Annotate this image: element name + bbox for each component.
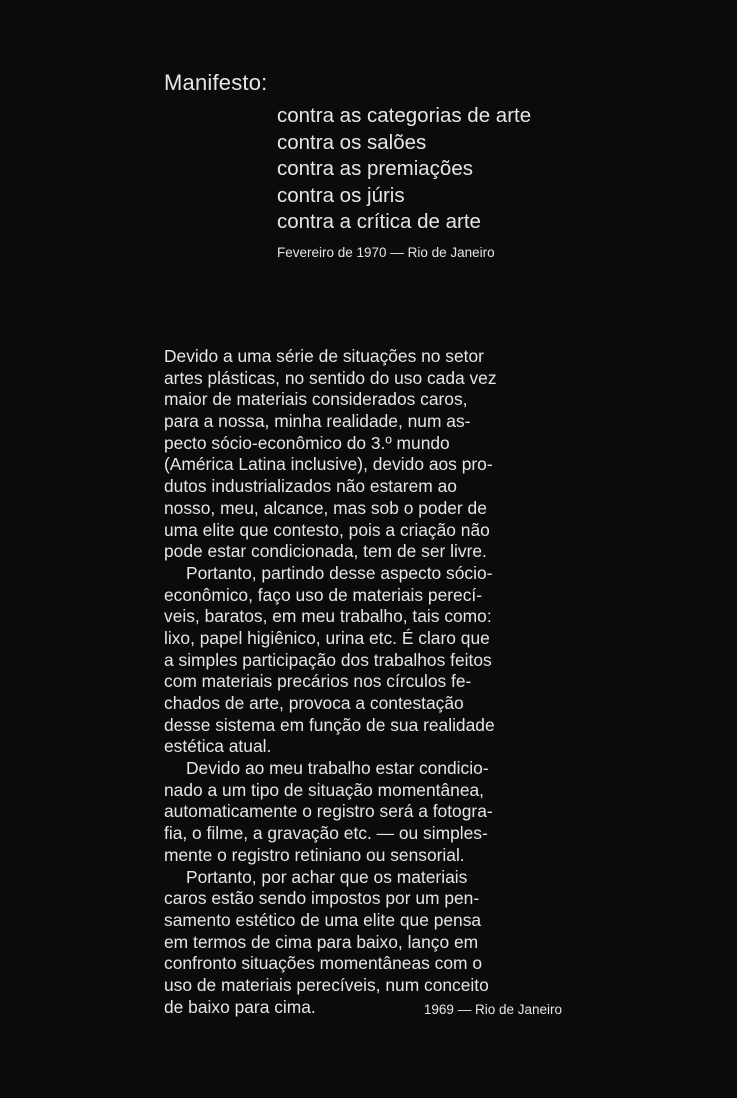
against-item: contra os salões [277,130,427,154]
text-line: veis, baratos, em meu trabalho, tais como: [164,606,492,627]
text-line: uma elite que contesto, pois a criação não [164,519,490,540]
text-line: Portanto, partindo desse aspecto sócio- [186,562,493,583]
text-line: desse sistema em função de sua realidade [164,714,495,735]
text-line: nado a um tipo de situação momentânea, [164,779,485,800]
body-text [164,346,562,1018]
against-item: contra os júris [277,183,405,207]
text-line: mente o registro retiniano ou sensorial. [164,844,465,865]
against-item: contra as premiações [277,157,473,180]
text-line: maior de materiais considerados caros, [164,389,468,410]
against-item: contra as categorias de arte [277,104,532,127]
text-line: de baixo para cima. 1969 — Rio de Janeiro [164,996,562,1017]
text-line: nosso, meu, alcance, mas sob o poder de [164,497,487,518]
signature-date: 1969 — Rio de Janeiro [423,1001,562,1017]
text-line: estética atual. [164,736,272,757]
text-line: Devido a uma série de situações no setor [164,346,484,366]
text-line: chados de arte, provoca a contestação [164,693,464,713]
text-line: artes plásticas, no sentido do uso cada vez [164,367,497,388]
text-line: Portanto, por achar que os materiais [186,866,468,887]
text-line: lixo, papel higiênico, urina etc. É claro que [164,627,490,648]
text-line: samento estético de uma elite que pensa [164,909,482,930]
text-line: dutos industrializados não estarem ao [164,476,457,497]
text-line: fia, o filme, a gravação etc. — ou simples- [164,823,488,844]
text-line: em termos de cima para baixo, lanço em [164,931,479,952]
against-list [277,103,531,236]
text-line: caros estão sendo impostos por um pen- [164,888,480,909]
text-line: uso de materiais perecíveis, num conceito [164,974,489,995]
text-line: para a nossa, minha realidade, num as- [164,411,471,432]
text-line: pode estar condicionada, tem de ser livre. [164,541,487,562]
manifesto-title: Manifesto: [164,70,268,95]
text-line: pecto sócio-econômico do 3.º mundo [164,432,450,453]
manifesto-date-line: Fevereiro de 1970 — Rio de Janeiro [277,245,495,260]
against-item: contra a crítica de arte [277,210,481,233]
text-line: Devido ao meu trabalho estar condicio- [186,758,489,779]
text-line: automaticamente o registro será a fotogra- [164,801,493,822]
text-line: confronto situações momentâneas com o [164,953,483,974]
text-line: com materiais precários nos círculos fe- [164,671,472,692]
text-line: (América Latina inclusive), devido aos pro- [164,454,493,475]
text-line: econômico, faço uso de materiais perecí- [164,584,483,605]
text-line: a simples participação dos trabalhos feitos [164,649,492,670]
